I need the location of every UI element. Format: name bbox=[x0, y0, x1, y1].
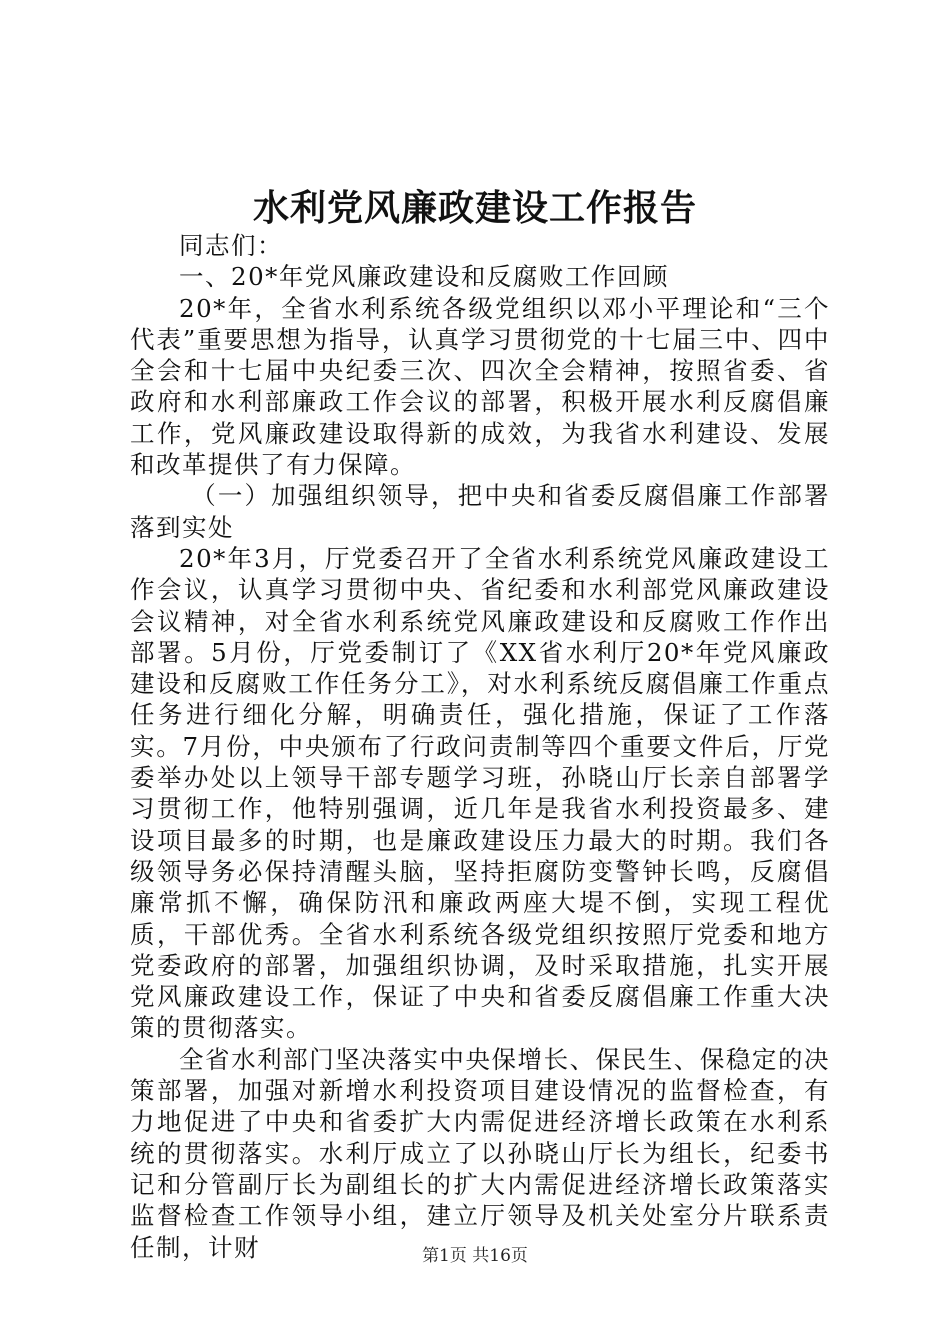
subsection-heading: （一）加强组织领导，把中央和省委反腐倡廉工作部署落到实处 bbox=[130, 481, 830, 542]
body-paragraph: 20*年，全省水利系统各级党组织以邓小平理论和“三个代表”重要思想为指导，认真学习贯彻党的十七届三中、四中全会和十七届中央纪委三次、四次全会精神，按照省委、省政府和水利部廉政工作会议的部署，积极开展水利反腐倡廉工作，党风廉政建设取得新的成效，为我省水利建设、发展和改革提供了有力保障。 bbox=[130, 293, 830, 480]
document-title: 水利党风廉政建设工作报告 bbox=[252, 187, 697, 229]
body-paragraph: 20*年3月，厅党委召开了全省水利系统党风廉政建设工作会议，认真学习贯彻中央、省纪委和水利部党风廉政建设会议精神，对全省水利系统党风廉政建设和反腐败工作作出部署。5月份，厅党委制订了《XX省水利厅20*年党风廉政建设和反腐败工作任务分工》，对水利系统反腐倡廉工作重点任务进行细化分解，明确责任，强化措施，保证了工作落实。7月份，中央颁布了行政问责制等四个重要文件后，厅党委举办处以上领导干部专题学习班，孙晓山厅长亲自部署学习贯彻工作，他特别强调，近几年是我省水利投资最多、建设项目最多的时期，也是廉政建设压力最大的时期。我们各级领导务必保持清醒头脑，坚持拒腐防变警钟长鸣，反腐倡廉常抓不懈，确保防汛和廉政两座大堤不倒，实现工程优质，干部优秀。全省水利系统各级党组织按照厅党委和地方党委政府的部署，加强组织协调，及时采取措施，扎实开展党风廉政建设工作，保证了中央和省委反腐倡廉工作重大决策的贯彻落实。 bbox=[130, 543, 830, 1043]
page-footer: 第1页 共16页 bbox=[422, 1246, 528, 1266]
section-heading: 一、20*年党风廉政建设和反腐败工作回顾 bbox=[179, 262, 669, 292]
body-paragraph: 全省水利部门坚决落实中央保增长、保民生、保稳定的决策部署，加强对新增水利投资项目建设情况的监督检查，有力地促进了中央和省委扩大内需促进经济增长政策在水利系统的贯彻落实。水利厅成立了以孙晓山厅长为组长，纪委书记和分管副厅长为副组长的扩大内需促进经济增长政策落实监督检查工作领导小组，建立厅领导及机关处室分片联系责任制，计财 bbox=[130, 1044, 830, 1262]
salutation: 同志们： bbox=[179, 231, 283, 260]
document-body bbox=[130, 230, 830, 1263]
